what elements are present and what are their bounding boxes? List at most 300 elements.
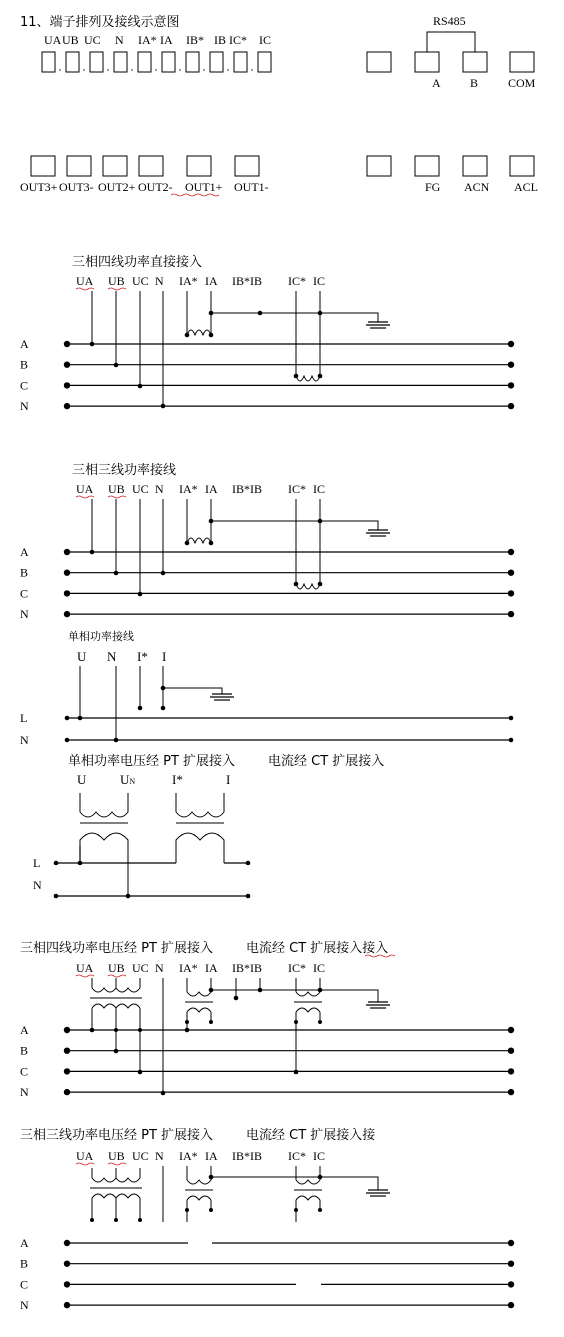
- gap-mark: [179, 69, 180, 70]
- terminal-label: UB: [62, 33, 79, 47]
- voltage-taps: [92, 499, 163, 594]
- bus-end-dot: [508, 403, 514, 409]
- gap-mark: [83, 69, 84, 70]
- terminal-label: UB: [108, 482, 125, 496]
- ct-dot: [209, 1208, 213, 1212]
- output-terminals: [20, 156, 269, 196]
- ground-icon: [366, 1190, 390, 1196]
- ct-winding-bottom: [187, 1008, 211, 1012]
- ground-icon: [210, 694, 234, 700]
- pt-lead: [92, 978, 140, 988]
- ct-dot: [185, 1020, 189, 1024]
- gap-mark: [155, 69, 156, 70]
- top-terminal-labels: [44, 33, 271, 47]
- ct-dot: [294, 1020, 298, 1024]
- junction-dot: [246, 861, 251, 866]
- ct-dot: [294, 1208, 298, 1212]
- terminal-box: [66, 52, 79, 72]
- terminal-label: IC*: [288, 961, 306, 975]
- output-terminal-box: [235, 156, 259, 176]
- bus-end-dot: [508, 1261, 514, 1267]
- junction-dot: [185, 333, 190, 338]
- current-leads: [187, 291, 320, 376]
- bus-end-dot: [508, 1048, 514, 1054]
- section-3ph3w-pt-ct: [20, 1127, 514, 1312]
- terminal-label: IA: [205, 482, 218, 496]
- ct-c-icon: [294, 1180, 322, 1222]
- junction-dot: [185, 541, 190, 546]
- terminal-label: IC*: [229, 33, 247, 47]
- bus-end-dot: [508, 362, 514, 368]
- bus-end-dot: [64, 1027, 70, 1033]
- terminal-label: IC: [313, 961, 325, 975]
- bus-end-dot: [64, 403, 70, 409]
- terminal-label: IA*: [179, 482, 198, 496]
- current-leads: [187, 978, 378, 1002]
- bus-end-dot: [64, 570, 70, 576]
- output-terminal-box: [139, 156, 163, 176]
- gap-mark: [203, 69, 204, 70]
- terminal-box-comm: [463, 52, 487, 72]
- section-title: 单相功率接线: [68, 630, 134, 643]
- bus-label: C: [20, 586, 29, 601]
- line-wires: [56, 846, 248, 896]
- label-u: U: [77, 649, 87, 664]
- spellcheck-underline: [76, 288, 94, 290]
- bus-label-n: N: [20, 733, 29, 747]
- voltage-taps: [92, 291, 163, 406]
- terminal-label: UC: [132, 961, 149, 975]
- terminal-label: IB*IB: [232, 1149, 262, 1163]
- bus-lines: [20, 545, 514, 621]
- ground-icon: [366, 322, 390, 328]
- pt-transformer-icon: [90, 978, 163, 1032]
- section-single-phase: [20, 629, 513, 747]
- junction-dot: [78, 861, 83, 866]
- ct-dot: [318, 1208, 322, 1212]
- junction-dot: [138, 592, 143, 597]
- current-leads: [187, 1166, 378, 1190]
- junction-dot: [209, 333, 214, 338]
- bus-label: B: [20, 565, 29, 580]
- terminal-box: [186, 52, 199, 72]
- pt-secondary-icon: [80, 793, 128, 817]
- pt-tap-dot: [114, 1218, 118, 1222]
- spellcheck-underline: [365, 955, 395, 957]
- junction-dot: [65, 716, 70, 721]
- junction-dot: [161, 706, 166, 711]
- terminal-label: IA: [205, 961, 218, 975]
- terminal-label: IC: [313, 482, 325, 496]
- terminal-box: [114, 52, 127, 72]
- bus-label: B: [20, 357, 29, 372]
- comm-terminals: [367, 52, 536, 90]
- junction-dots: [90, 311, 323, 409]
- terminal-box: [90, 52, 103, 72]
- bus-end-dot: [508, 570, 514, 576]
- power-label-acn: ACN: [464, 180, 490, 194]
- bus-label-l: L: [33, 856, 41, 870]
- pt-tap-dot: [90, 1218, 94, 1222]
- label-i-star: I*: [137, 649, 148, 664]
- terminal-label: IC: [259, 33, 271, 47]
- bus-end-dot: [64, 1068, 70, 1074]
- junction-dot: [209, 519, 214, 524]
- spellcheck-underline: [108, 1163, 126, 1165]
- gap-mark: [227, 69, 228, 70]
- junction-dot: [318, 582, 323, 587]
- section-title: 三相四线功率直接接入: [72, 255, 203, 270]
- ground-lead: [320, 521, 378, 530]
- junction-dots: [90, 519, 323, 597]
- section-3ph4w-pt-ct: [20, 940, 514, 1099]
- terminal-label: N: [155, 961, 164, 975]
- pt-transformer-icon: [90, 1168, 163, 1222]
- terminal-label: IA*: [179, 1149, 198, 1163]
- comm-label-com: COM: [508, 76, 536, 90]
- junction-dot: [258, 311, 263, 316]
- bus-end-dot: [64, 1048, 70, 1054]
- terminal-label: IA*: [138, 33, 157, 47]
- pt-winding-top: [92, 988, 140, 992]
- bus-end-dot: [508, 1302, 514, 1308]
- terminal-label: IC*: [288, 274, 306, 288]
- terminal-label: UB: [108, 1149, 125, 1163]
- section-3ph3w: [20, 462, 514, 621]
- junction-dot: [318, 988, 323, 993]
- terminal-labels: [76, 482, 325, 498]
- ct-coil-c-icon: [296, 584, 320, 589]
- bus-end-dot: [508, 590, 514, 596]
- junction-dot: [294, 582, 299, 587]
- junction-dot: [78, 716, 83, 721]
- bus-end-dot: [64, 1240, 70, 1246]
- bus-label-l: L: [20, 711, 28, 725]
- power-terminal-box: [510, 156, 534, 176]
- bus-end-dot: [64, 590, 70, 596]
- label-n: N: [107, 649, 117, 664]
- bus-label: N: [20, 607, 29, 622]
- pt-winding-bottom: [92, 1194, 140, 1198]
- junction-dot: [65, 738, 70, 743]
- terminal-label: IB*IB: [232, 482, 262, 496]
- bus-lines: [20, 1236, 514, 1312]
- ct-primary-icon: [176, 833, 224, 863]
- bus-end-dot: [64, 1261, 70, 1267]
- spellcheck-underline: [76, 496, 94, 498]
- section-subtitle: 电流经 CT 扩展接入接: [246, 1128, 376, 1143]
- ct-dot: [185, 1208, 189, 1212]
- junction-dot: [161, 1091, 166, 1096]
- diagram-title: 11、端子排列及接线示意图: [20, 15, 180, 30]
- junction-dot: [294, 1070, 299, 1075]
- section-subtitle: 电流经 CT 扩展接入接入: [246, 941, 389, 956]
- junction-dot: [138, 384, 143, 389]
- bus-end-dot: [508, 611, 514, 617]
- junction-dot: [54, 861, 59, 866]
- bus-label: A: [20, 1236, 29, 1250]
- bus-end-dot: [508, 1281, 514, 1287]
- gap-mark: [107, 69, 108, 70]
- terminal-label: UA: [76, 482, 94, 496]
- bus-end-dot: [508, 382, 514, 388]
- junction-dot: [234, 996, 239, 1001]
- output-label: OUT1-: [234, 180, 269, 194]
- junction-dot: [138, 1070, 143, 1075]
- ct-a-icon: [185, 1180, 213, 1222]
- label-i: I: [162, 649, 167, 664]
- section-title: 三相四线功率电压经 PT 扩展接入: [20, 941, 214, 956]
- terminal-box-comm: [510, 52, 534, 72]
- spellcheck-underline: [76, 1163, 94, 1165]
- bus-label: B: [20, 1256, 29, 1271]
- junction-dot: [138, 706, 143, 711]
- spellcheck-underline: [108, 288, 126, 290]
- comm-label-b: B: [470, 76, 479, 90]
- terminal-label: UB: [108, 274, 125, 288]
- junction-dot: [114, 363, 119, 368]
- bus-label: N: [20, 1298, 29, 1313]
- junction-dot: [90, 1028, 95, 1033]
- junction-dot: [209, 311, 214, 316]
- terminal-label: IC: [313, 274, 325, 288]
- section-3ph4w-direct: [20, 254, 514, 413]
- spellcheck-underline: [76, 975, 94, 977]
- junction-dot: [318, 374, 323, 379]
- junction-dot: [114, 1049, 119, 1054]
- ct-winding-bottom: [296, 1196, 320, 1200]
- ct-c-icon: [294, 992, 322, 1072]
- output-terminal-box: [187, 156, 211, 176]
- terminal-label: UB: [108, 961, 125, 975]
- bus-end-dot: [64, 341, 70, 347]
- junction-dot: [318, 1175, 323, 1180]
- power-terminal-box: [367, 156, 391, 176]
- junction-dot: [54, 894, 59, 899]
- bus-label-n: N: [33, 878, 42, 892]
- bus-label: A: [20, 545, 29, 559]
- terminal-box: [162, 52, 175, 72]
- bus-end-dot: [508, 549, 514, 555]
- pt-label-un: UN: [120, 772, 136, 787]
- output-terminal-box: [103, 156, 127, 176]
- terminal-box: [42, 52, 55, 72]
- terminal-label: IB*: [186, 33, 204, 47]
- ground-icon: [366, 530, 390, 536]
- output-label: OUT3-: [59, 180, 94, 194]
- ct-dot: [318, 1020, 322, 1024]
- output-label: OUT3+: [20, 180, 58, 194]
- junction-dot: [90, 550, 95, 555]
- junction-dot: [161, 404, 166, 409]
- bus-label: N: [20, 399, 29, 414]
- power-terminals: [367, 156, 538, 194]
- pt-label-u: U: [77, 772, 87, 787]
- bus-lines: [67, 718, 511, 740]
- output-terminal-box: [31, 156, 55, 176]
- terminal-label: UA: [44, 33, 62, 47]
- rs485-label: RS485: [433, 14, 466, 28]
- voltage-taps: [92, 978, 163, 1093]
- bus-end-dot: [508, 1240, 514, 1246]
- bus-label: C: [20, 1064, 29, 1079]
- gap-mark: [251, 69, 252, 70]
- terminal-box: [234, 52, 247, 72]
- comm-label-a: A: [432, 76, 441, 90]
- ground-lead: [320, 313, 378, 322]
- junction-dot: [126, 894, 131, 899]
- terminal-label: UC: [132, 1149, 149, 1163]
- terminal-label: UC: [132, 482, 149, 496]
- leads: [80, 666, 222, 740]
- ct-winding-top: [296, 992, 320, 996]
- terminal-label: IA*: [179, 961, 198, 975]
- terminal-label: N: [155, 274, 164, 288]
- bus-end-dot: [64, 382, 70, 388]
- terminal-label: IA: [205, 274, 218, 288]
- pt-lead: [92, 1168, 140, 1178]
- bus-label: C: [20, 378, 29, 393]
- spellcheck-underline: [108, 975, 126, 977]
- rs485-bracket: [427, 32, 475, 52]
- terminal-label: IA: [205, 1149, 218, 1163]
- ct-secondary-icon: [176, 793, 224, 817]
- spellcheck-underline: [108, 496, 126, 498]
- terminal-label: UA: [76, 1149, 94, 1163]
- bus-label: B: [20, 1043, 29, 1058]
- junction-dot: [318, 519, 323, 524]
- output-terminal-box: [67, 156, 91, 176]
- output-label: OUT2-: [138, 180, 173, 194]
- junction-dot: [509, 738, 514, 743]
- bus-end-dot: [508, 1068, 514, 1074]
- pt-tap-dot: [138, 1218, 142, 1222]
- terminal-box-comm: [415, 52, 439, 72]
- ct-dot: [209, 1020, 213, 1024]
- junction-dots: [90, 988, 323, 1096]
- ct-winding-bottom: [187, 1196, 211, 1200]
- ct-label-i-star: I*: [172, 772, 183, 787]
- junction-dots: [65, 686, 514, 743]
- terminal-label: N: [115, 33, 124, 47]
- junction-dot: [185, 1028, 190, 1033]
- power-terminal-box: [415, 156, 439, 176]
- section-subtitle: 电流经 CT 扩展接入: [268, 754, 385, 769]
- terminal-label: N: [155, 1149, 164, 1163]
- bus-end-dot: [64, 1089, 70, 1095]
- bus-end-dot: [64, 549, 70, 555]
- terminal-label: IA*: [179, 274, 198, 288]
- junction-dot: [209, 988, 214, 993]
- terminal-label: IB*IB: [232, 274, 262, 288]
- ct-label-i: I: [226, 772, 231, 787]
- terminal-box: [258, 52, 271, 72]
- section-single-phase-pt-ct: [33, 753, 384, 898]
- terminal-label: IB*IB: [232, 961, 262, 975]
- power-label-acl: ACL: [514, 180, 538, 194]
- terminal-box: [138, 52, 151, 72]
- junction-dot: [90, 342, 95, 347]
- power-label-fg: FG: [425, 180, 441, 194]
- junction-dot: [114, 571, 119, 576]
- ct-winding-top: [296, 1180, 320, 1184]
- ct-coil-a-icon: [187, 538, 211, 543]
- pt-winding-top: [92, 1178, 140, 1182]
- junction-dot: [509, 716, 514, 721]
- bus-end-dot: [64, 1281, 70, 1287]
- output-label: OUT2+: [98, 180, 136, 194]
- bus-label: C: [20, 1277, 29, 1292]
- terminal-label: UC: [132, 274, 149, 288]
- ct-winding-top: [187, 992, 211, 996]
- junction-dot: [209, 1175, 214, 1180]
- gap-mark: [131, 69, 132, 70]
- terminal-labels: [76, 274, 325, 290]
- ct-coil-c-icon: [296, 376, 320, 381]
- junction-dot: [318, 311, 323, 316]
- output-label: OUT1+: [185, 180, 223, 194]
- pt-winding-bottom: [92, 1004, 140, 1008]
- junction-dot: [114, 738, 119, 743]
- terminal-box-blank: [367, 52, 391, 72]
- bus-label: N: [20, 1085, 29, 1100]
- junction-dot: [161, 686, 166, 691]
- section-title: 单相功率电压经 PT 扩展接入: [68, 754, 236, 769]
- bus-end-dot: [64, 362, 70, 368]
- bus-end-dot: [508, 341, 514, 347]
- terminal-label: IC: [313, 1149, 325, 1163]
- section-title: 三相三线功率电压经 PT 扩展接入: [20, 1128, 214, 1143]
- bus-lines: [20, 337, 514, 413]
- power-terminal-box: [463, 156, 487, 176]
- terminal-label: IB: [214, 33, 226, 47]
- bus-end-dot: [508, 1089, 514, 1095]
- bus-label: A: [20, 1023, 29, 1037]
- junction-dot: [258, 988, 263, 993]
- junction-dot: [161, 571, 166, 576]
- bus-end-dot: [64, 611, 70, 617]
- terminal-label: IC*: [288, 1149, 306, 1163]
- terminal-label: UA: [76, 274, 94, 288]
- ct-winding-bottom: [296, 1008, 320, 1012]
- bus-end-dot: [64, 1302, 70, 1308]
- pt-primary-icon: [80, 833, 128, 896]
- ground-icon: [366, 1002, 390, 1008]
- bus-label: A: [20, 337, 29, 351]
- terminal-label: UC: [84, 33, 101, 47]
- terminal-label: N: [155, 482, 164, 496]
- junction-dot: [209, 541, 214, 546]
- ct-a-icon: [185, 992, 213, 1030]
- terminal-box: [210, 52, 223, 72]
- terminal-labels: [76, 1149, 325, 1165]
- terminal-labels: [76, 961, 325, 977]
- gap-mark: [59, 69, 60, 70]
- ct-winding-top: [187, 1180, 211, 1184]
- ct-coil-a-icon: [187, 330, 211, 335]
- bus-end-dot: [508, 1027, 514, 1033]
- spellcheck-underline: [171, 194, 219, 196]
- current-leads: [187, 499, 320, 584]
- terminal-label: IC*: [288, 482, 306, 496]
- terminal-label: UA: [76, 961, 94, 975]
- terminal-label: IA: [160, 33, 173, 47]
- section-title: 三相三线功率接线: [72, 463, 177, 478]
- junction-dot: [246, 894, 251, 899]
- top-terminal-boxes: [42, 52, 271, 72]
- bus-lines: [20, 1023, 514, 1099]
- junction-dot: [294, 374, 299, 379]
